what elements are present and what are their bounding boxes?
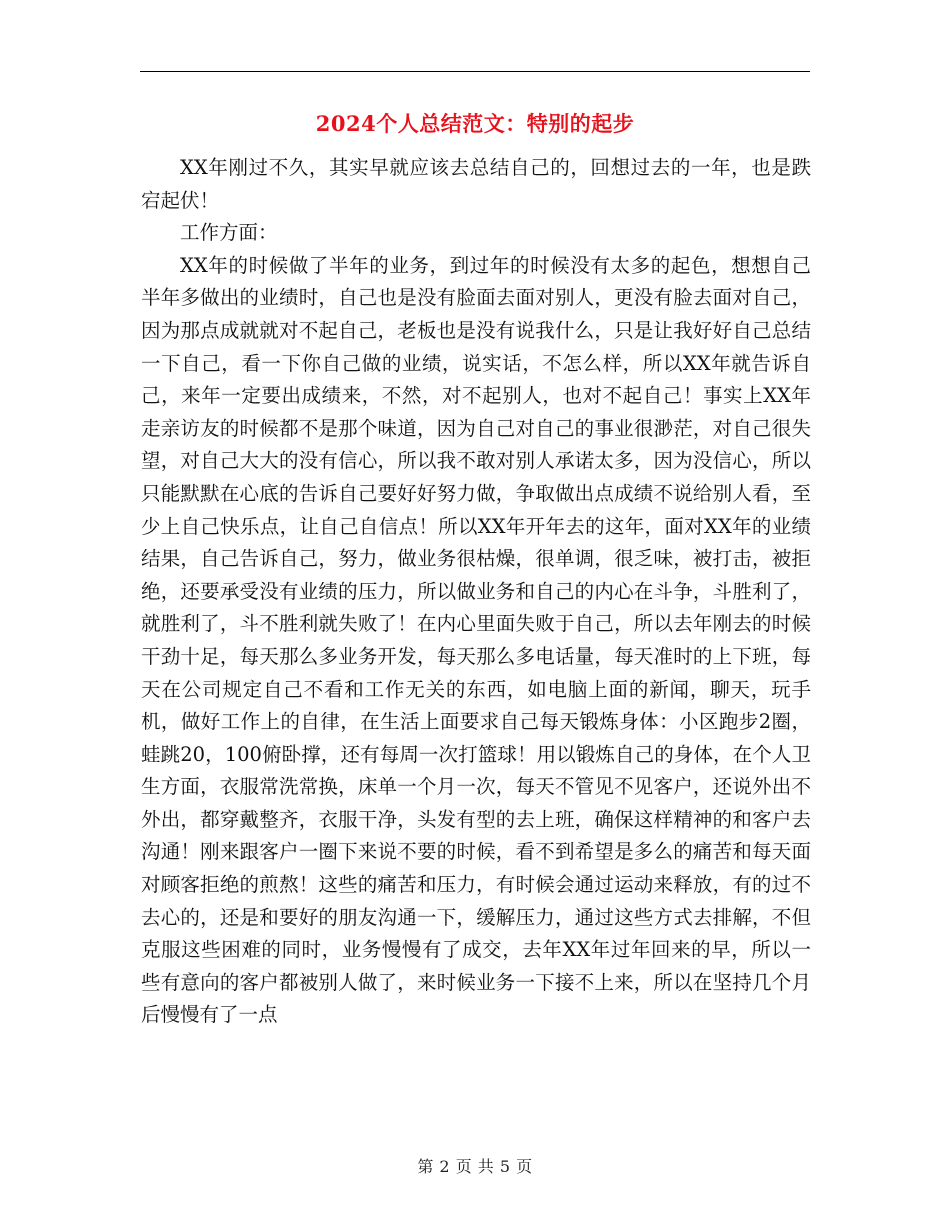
paragraph-main: XX年的时候做了半年的业务，到过年的时候没有太多的起色，想想自己半年多做出的业绩时，自己也是没有脸面去面对别人，更没有脸去面对自己，因为那点成就就对不起自己，老板也是没有说我什么，只是让我好好自己总结一下自己，看一下你自己做的业绩，说实话，不怎么样，所以XX年就告诉自己，来年一定要出成绩来，不然，对不起别人，也对不起自己！事实上XX年走亲访友的时候都不是那个味道，因为自己对自己的事业很渺茫，对自己很失望，对自己大大的没有信心，所以我不敢对别人承诺太多，因为没信心，所以只能默默在心底的告诉自己要好好努力做，争取做出点成绩不说给别人看，至少上自己快乐点，让自己自信点！所以XX年开年去的这年，面对XX年的业绩结果，自己告诉自己，努力，做业务很枯燥，很单调，很乏味，被打击，被拒绝，还要承受没有业绩的压力，所以做业务和自己的内心在斗争，斗胜利了，就胜利了，斗不胜利就失败了！在内心里面失败于自己，所以去年刚去的时候干劲十足，每天那么多业务开发，每天那么多电话量，每天准时的上下班，每天在公司规定自己不看和工作无关的东西，如电脑上面的新闻，聊天，玩手机，做好工作上的自律，在生活上面要求自己每天锻炼身体：小区跑步2圈，蛙跳20，100俯卧撑，还有每周一次打篮球！用以锻炼自己的身体，在个人卫生方面，衣服常洗常换，床单一个月一次，每天不管见不见客户，还说外出不外出，都穿戴整齐，衣服干净，头发有型的去上班，确保这样精神的和客户去沟通！刚来跟客户一圈下来说不要的时候，看不到希望是多么的痛苦和每天面对顾客拒绝的煎熬！这些的痛苦和压力，有时候会通过运动来释放，有的过不去心的，还是和要好的朋友沟通一下，缓解压力，通过这些方式去排解，不但克服这些困难的同时，业务慢慢有了成交，去年XX年过年回来的早，所以一些有意向的客户都被别人做了，来时候业务一下接不上来，所以在坚持几个月后慢慢有了一点 — [141, 253, 811, 1027]
page-footer: 第 2 页 共 5 页 — [417, 1157, 533, 1176]
paragraph-intro: XX年刚过不久，其实早就应该去总结自己的，回想过去的一年，也是跌宕起伏！ — [141, 156, 811, 212]
paragraph-section-heading: 工作方面： — [180, 221, 278, 245]
document-body — [141, 152, 811, 1032]
document-title: 2024个人总结范文：特别的起步 — [315, 111, 635, 136]
header-rule — [140, 71, 810, 72]
